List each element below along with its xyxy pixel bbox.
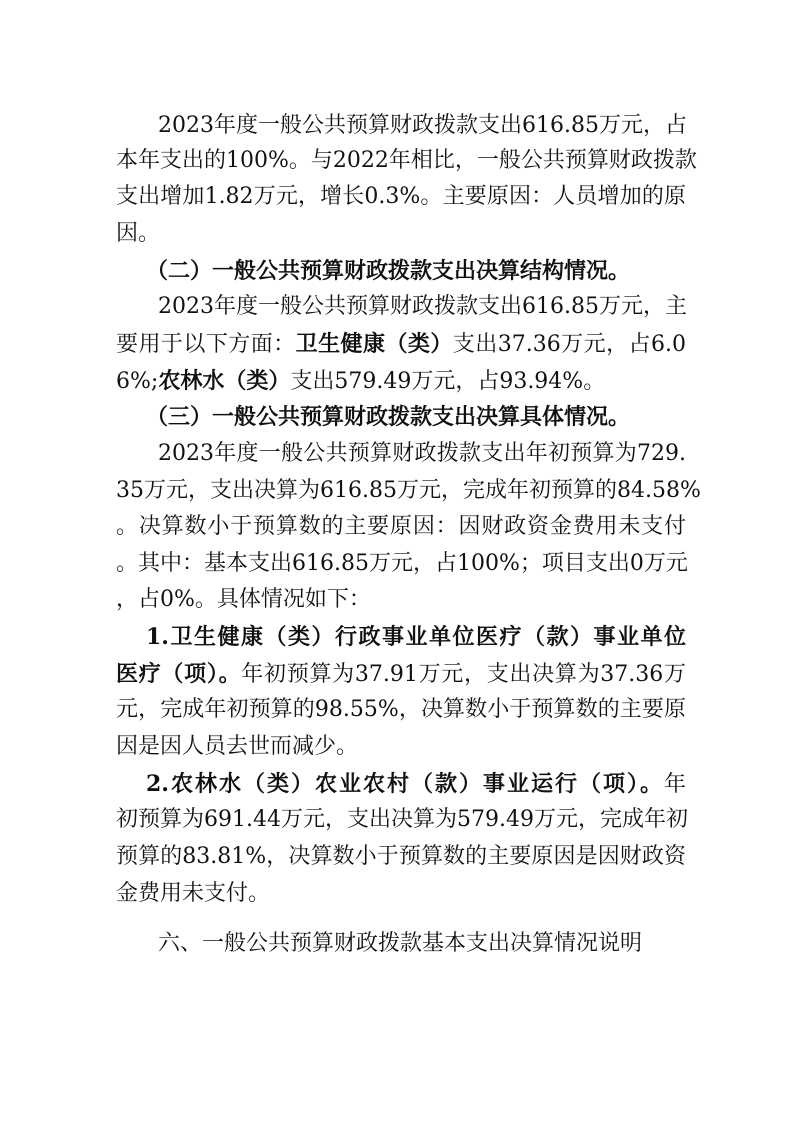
item2-line-1 — [146, 769, 686, 800]
item2-text: 年 — [663, 772, 686, 797]
p1-line-4: 因。 — [116, 221, 161, 246]
p3-line-4: 。其中：基本支出616.85万元，占100%；项目支出0万元 — [116, 551, 688, 576]
p1-line-3: 支出增加1.82万元，增长0.3%。主要原因：人员增加的原 — [116, 184, 686, 209]
p1-line-2: 本年支出的100%。与2022年相比，一般公共预算财政拨款 — [116, 148, 697, 173]
item1-line-3: 元，完成年初预算的98.55%，决算数小于预算数的主要原 — [116, 697, 686, 722]
category-agriculture: 农林水（类） — [158, 368, 291, 394]
item2-line-2: 初预算为691.44万元，支出决算为579.49万元，完成年初 — [116, 807, 688, 832]
p2-line-2 — [116, 329, 686, 360]
item2-line-4: 金费用未支付。 — [116, 881, 271, 906]
item1-text: 年初预算为37.91万元，支出决算为37.36万 — [241, 662, 686, 687]
heading-2: （二）一般公共预算财政拨款支出决算结构情况。 — [146, 258, 631, 284]
item1-title-end: 医疗（项）。 — [116, 661, 242, 687]
p2-text: 支出37.36万元，占6.0 — [452, 332, 686, 357]
item1-line-1: 1.卫生健康（类）行政事业单位医疗（款）事业单位 — [146, 624, 686, 650]
item1-line-2 — [116, 659, 686, 690]
p2-line-3 — [116, 366, 686, 397]
item2-title: 2.农林水（类）农业农村（款）事业运行（项）。 — [146, 771, 664, 797]
p2-line-1: 2023年度一般公共预算财政拨款支出616.85万元，主 — [158, 294, 687, 319]
item2-line-3: 预算的83.81%，决算数小于预算数的主要原因是因财政资 — [116, 844, 686, 869]
section-6-heading: 六、一般公共预算财政拨款基本支出决算情况说明 — [158, 931, 643, 956]
p3-line-1: 2023年度一般公共预算财政拨款支出年初预算为729. — [158, 441, 686, 466]
p2-text: 支出579.49万元，占93.94%。 — [290, 369, 606, 394]
heading-3: （三）一般公共预算财政拨款支出决算具体情况。 — [146, 404, 631, 430]
category-health: 卫生健康（类） — [295, 331, 453, 357]
p3-line-5: ，占0%。具体情况如下： — [116, 587, 371, 612]
p3-line-3: 。决算数小于预算数的主要原因：因财政资金费用未支付 — [116, 514, 686, 539]
p3-line-2: 35万元，支出决算为616.85万元，完成年初预算的84.58% — [116, 478, 701, 503]
p1-line-1: 2023年度一般公共预算财政拨款支出616.85万元，占 — [158, 113, 687, 138]
p2-text: 要用于以下方面： — [116, 332, 296, 357]
item1-line-4: 因是因人员去世而减少。 — [116, 734, 359, 759]
p2-text: 6%; — [116, 369, 159, 394]
